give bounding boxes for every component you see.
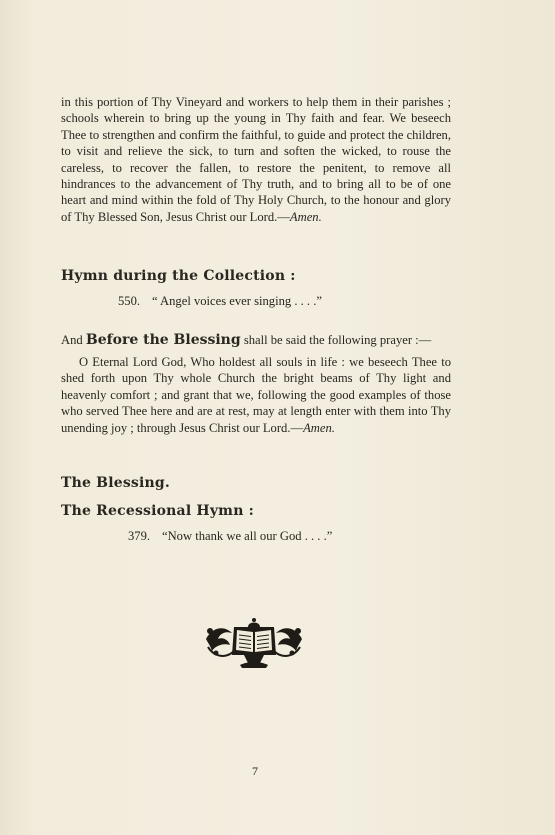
collection-hymn-line [118,294,322,309]
recessional-hymn-heading: The Recessional Hymn : [61,503,255,519]
before-blessing-rubric [61,332,431,348]
rubric-suffix: shall be said the following prayer :— [243,333,432,347]
page-number: 7 [252,764,258,778]
prayer-continuation [61,94,451,225]
hymn-title: “Now thank we all our God . . . .” [162,529,333,543]
blessing-heading: The Blessing. [61,475,170,491]
collection-hymn-heading: Hymn during the Collection : [61,268,296,284]
hymn-number: 379. [128,529,151,543]
blessing-prayer-text: O Eternal Lord God, Who holdest all souls in life : we beseech Thee to shed forth upon Thy whole Church the bright beams of Thy light and heavenly comfort ; and grant that we, following the good examples of those who served Thee here and are at rest, may at length enter with them into Thy unending joy ; through Jesus Christ our Lord.— [61,355,451,435]
before-blessing-heading: Before the Blessing [85,332,241,348]
prayer-paragraph [61,94,451,225]
rubric-prefix: And [61,333,83,347]
blessing-prayer-paragraph [61,354,451,436]
amen-text: Amen. [289,209,322,224]
blessing-amen-text: Amen. [303,420,335,435]
open-book-vine-ornament-icon [204,617,304,669]
hymn-title: “ Angel voices ever singing . . . .” [152,294,322,308]
prayer-text: in this portion of Thy Vineyard and workers to help them in their parishes ; schools wherein to bring up the young in Thy faith and fear. We beseech Thee to strengthen and confirm the faithful, to guide and protect the children, to visit and relieve the sick, to turn and soften the wicked, to rouse the careless, to recover the fallen, to restore the penitent, to remove all hindrances to the advancement of Thy truth, and to bring all to be of one heart and mind within the fold of Thy Holy Church, to the honour and glory of Thy Blessed Son, Jesus Christ our Lord.— [61,95,451,224]
hymn-number: 550. [118,294,141,308]
recessional-hymn-line [128,529,332,544]
blessing-prayer [61,354,451,436]
